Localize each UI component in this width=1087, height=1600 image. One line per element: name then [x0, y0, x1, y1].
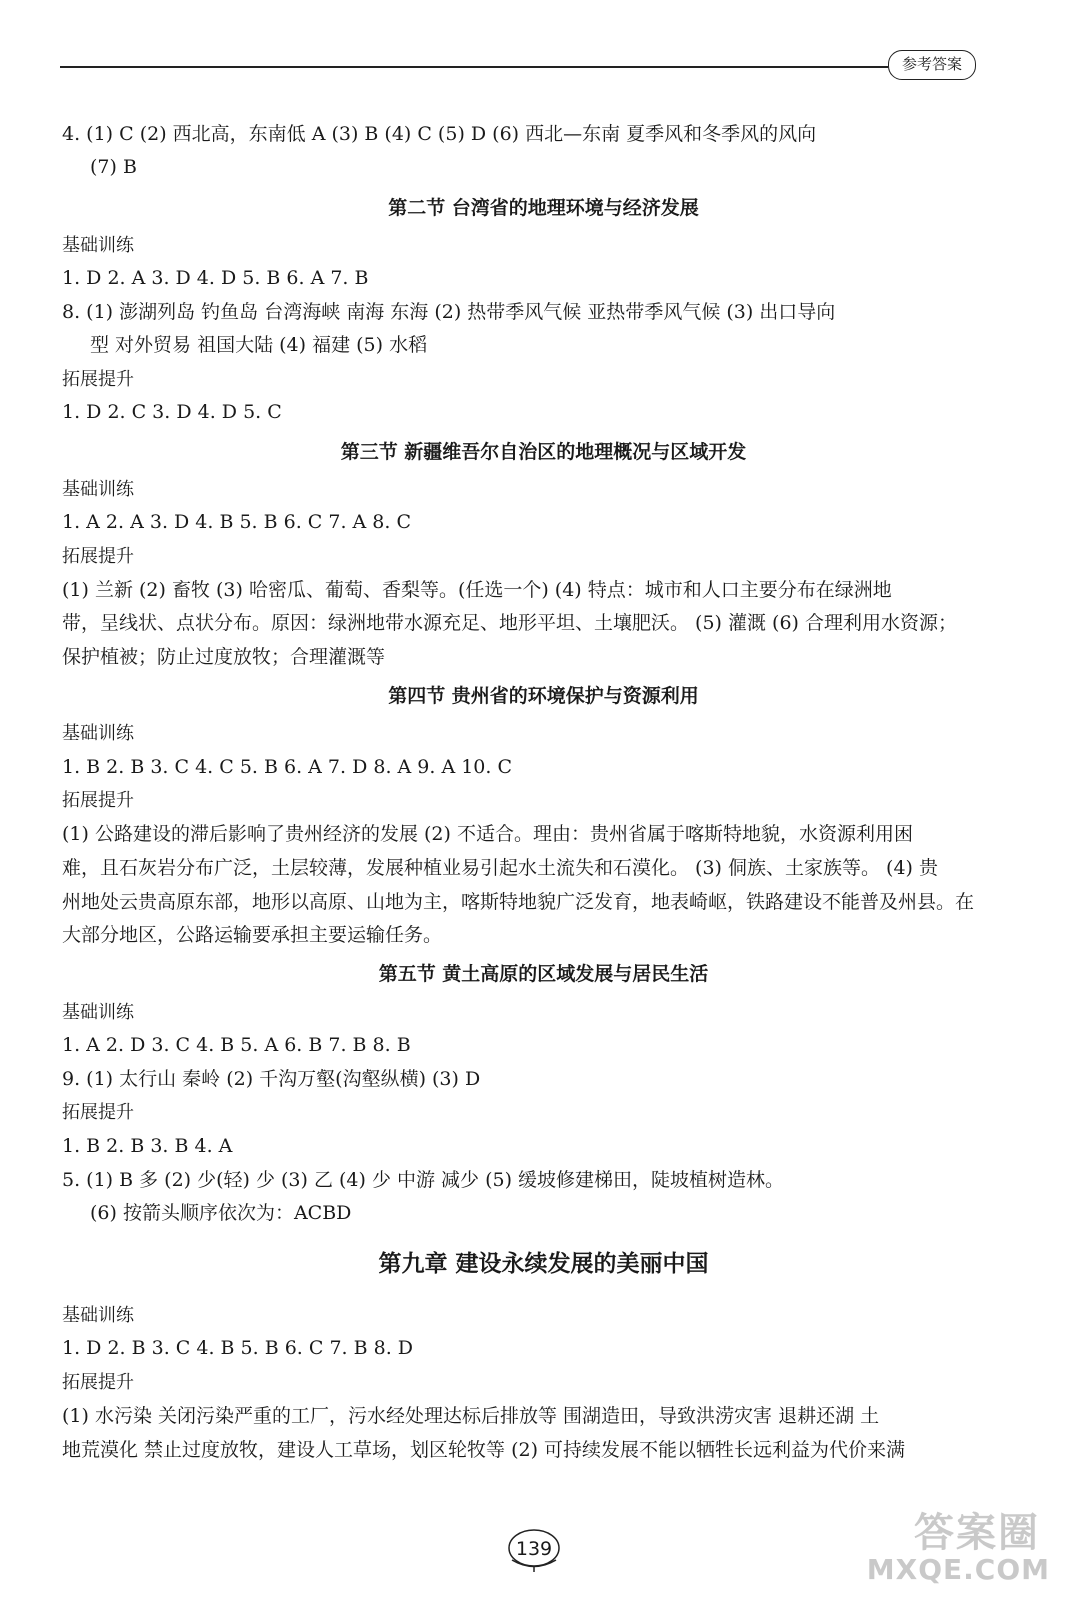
answer-line: (1) 兰新 (2) 畜牧 (3) 哈密瓜、葡萄、香梨等。(任选一个) (4) 特点：城市和人口主要分布在绿洲地 [62, 579, 892, 601]
answer-line: 1. B 2. B 3. B 4. A [62, 1135, 233, 1157]
basic-training-label: 基础训练 [62, 1305, 134, 1326]
extension-label: 拓展提升 [62, 1102, 134, 1123]
basic-training-label: 基础训练 [62, 1002, 134, 1023]
extension-label: 拓展提升 [62, 1372, 134, 1393]
answer-line: 8. (1) 澎湖列岛 钓鱼岛 台湾海峡 南海 东海 (2) 热带季风气候 亚热带季风气候 (3) 出口导向 [62, 301, 836, 323]
watermark-text-bottom: MXQE.COM [866, 1553, 1050, 1586]
answer-line: 州地处云贵高原东部，地形以高原、山地为主，喀斯特地貌广泛发育，地表崎岖，铁路建设不能普及州县。在 [62, 891, 975, 913]
answer-line: 1. B 2. B 3. C 4. C 5. B 6. A 7. D 8. A 9. A 10. C [62, 756, 513, 778]
basic-training-label: 基础训练 [62, 723, 134, 744]
answer-line: 5. (1) B 多 (2) 少(轻) 少 (3) 乙 (4) 少 中游 减少 (5) 缓坡修建梯田，陡坡植树造林。 [62, 1169, 785, 1191]
answer-line: 1. A 2. D 3. C 4. B 5. A 6. B 7. B 8. B [62, 1034, 411, 1056]
answer-line: 地荒漠化 禁止过度放牧，建设人工草场，划区轮牧等 (2) 可持续发展不能以牺牲长远利益为代价来满 [62, 1439, 906, 1461]
answer-line: 4. (1) C (2) 西北高，东南低 A (3) B (4) C (5) D (6) 西北—东南 夏季风和冬季风的风向 [62, 123, 817, 145]
chapter-title: 第九章 建设永续发展的美丽中国 [378, 1251, 709, 1277]
answer-line: 1. A 2. A 3. D 4. B 5. B 6. C 7. A 8. C [62, 511, 412, 533]
section-title: 第四节 贵州省的环境保护与资源利用 [388, 685, 699, 707]
basic-training-label: 基础训练 [62, 479, 134, 500]
answer-line: 型 对外贸易 祖国大陆 (4) 福建 (5) 水稻 [90, 334, 428, 356]
header-rule [60, 66, 888, 68]
answer-line: (1) 公路建设的滞后影响了贵州经济的发展 (2) 不适合。理由：贵州省属于喀斯特地貌，水资源利用困 [62, 823, 913, 845]
answer-line: (7) B [90, 156, 137, 178]
watermark-logo [866, 1510, 1070, 1590]
extension-label: 拓展提升 [62, 790, 134, 811]
answer-line: 1. D 2. B 3. C 4. B 5. B 6. C 7. B 8. D [62, 1337, 414, 1359]
basic-training-label: 基础训练 [62, 235, 134, 256]
section-title: 第五节 黄土高原的区域发展与居民生活 [378, 963, 709, 985]
answer-line: 9. (1) 太行山 秦岭 (2) 千沟万壑(沟壑纵横) (3) D [62, 1068, 481, 1090]
answer-line: 1. D 2. C 3. D 4. D 5. C [62, 401, 282, 423]
section-title: 第三节 新疆维吾尔自治区的地理概况与区域开发 [340, 441, 747, 463]
extension-label: 拓展提升 [62, 546, 134, 567]
answer-line: 带，呈线状、点状分布。原因：绿洲地带水源充足、地形平坦、土壤肥沃。 (5) 灌溉 (6) 合理利用水资源； [62, 612, 957, 634]
page-number: 139 [515, 1538, 553, 1560]
section-title: 第二节 台湾省的地理环境与经济发展 [388, 197, 699, 219]
extension-label: 拓展提升 [62, 369, 134, 390]
answer-line: (1) 水污染 关闭污染严重的工厂，污水经处理达标后排放等 围湖造田，导致洪涝灾害 退耕还湖 土 [62, 1405, 880, 1427]
answer-line: 大部分地区，公路运输要承担主要运输任务。 [62, 924, 443, 946]
answer-line: (6) 按箭头顺序依次为：ACBD [90, 1202, 352, 1224]
reference-answer-tab: 参考答案 [888, 50, 976, 80]
answer-line: 保护植被；防止过度放牧；合理灌溉等 [62, 646, 386, 668]
answer-line: 1. D 2. A 3. D 4. D 5. B 6. A 7. B [62, 267, 369, 289]
answer-line: 难，且石灰岩分布广泛，土层较薄，发展种植业易引起水土流失和石漠化。 (3) 侗族、土家族等。 (4) 贵 [62, 857, 938, 879]
watermark-text-top: 答案圈 [914, 1510, 1040, 1556]
page-number-badge [500, 1527, 568, 1573]
